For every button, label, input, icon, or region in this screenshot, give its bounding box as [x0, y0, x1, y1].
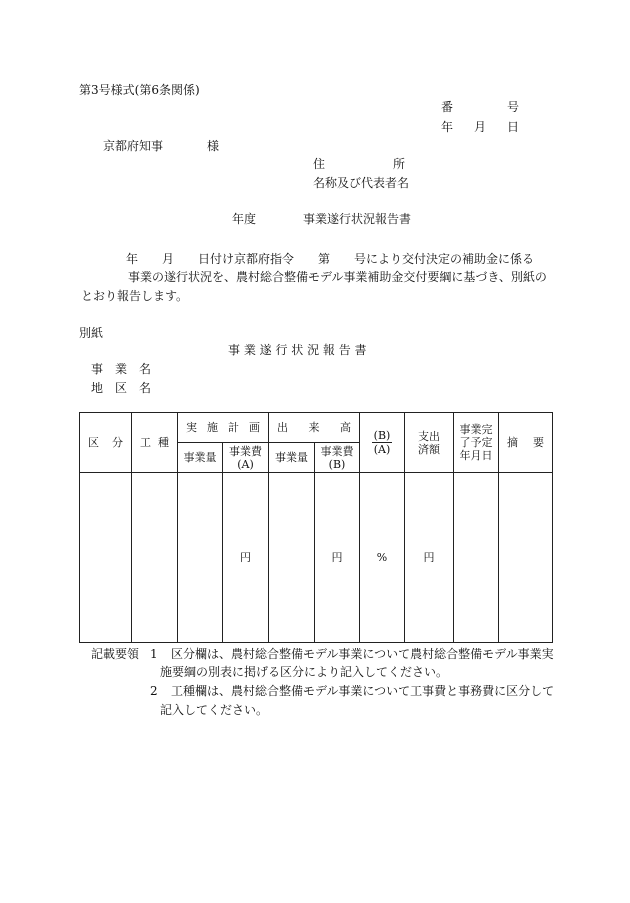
table-row — [80, 473, 553, 643]
instruction-2-line-1: 工種欄は、農村総合整備モデル事業について工事費と事務費に区分して — [171, 684, 555, 698]
header-plan-cost: 事業費 (A) — [223, 443, 269, 473]
body-line-3: とおり報告します。 — [81, 289, 189, 303]
cell-remarks — [499, 473, 553, 643]
district-name-label: 地 区 名 — [91, 381, 152, 395]
report-title: 事業遂行状況報告書 — [303, 212, 412, 226]
addressee-honorific: 様 — [207, 139, 220, 153]
fiscal-year-label: 年度 — [232, 212, 257, 226]
cell-completion-date — [454, 473, 499, 643]
date-month: 月 — [473, 120, 486, 134]
header-paid: 支出 済額 — [405, 413, 454, 473]
header-ratio: $\frac{(B)}{(A)}$ — [360, 413, 405, 473]
cell-ratio: % — [360, 473, 405, 643]
instructions-label: 記載要領 — [91, 647, 140, 661]
date-day: 日 — [506, 120, 519, 134]
number-label-right: 号 — [506, 100, 519, 114]
cell-category — [80, 473, 132, 643]
header-result-quantity: 事業量 — [269, 443, 315, 473]
body-line-2: 事業の遂行状況を、農村総合整備モデル事業補助金交付要綱に基づき、別紙の — [128, 270, 547, 284]
header-result-group: 出 来 高 — [269, 413, 360, 443]
cell-result-cost: 円 — [315, 473, 360, 643]
instruction-2-number: 2 — [150, 684, 158, 698]
instruction-2-line-2: 記入してください。 — [160, 703, 269, 717]
header-completion-date: 事業完 了予定 年月日 — [454, 413, 499, 473]
project-name-label: 事 業 名 — [91, 362, 152, 376]
header-work-type: 工 種 — [132, 413, 178, 473]
header-remarks: 摘 要 — [499, 413, 553, 473]
applicant-address — [313, 157, 405, 171]
body-line-1: 年 月 日付け京都府指令 第 号により交付決定の補助金に係る — [126, 252, 535, 266]
header-plan-group: 実 施 計 画 — [178, 413, 269, 443]
document-number — [441, 100, 519, 114]
cell-plan-quantity — [178, 473, 223, 643]
report-table — [79, 412, 553, 643]
form-number: 第3号様式(第6条関係) — [79, 83, 200, 97]
attachment-title: 事 業 遂 行 状 況 報 告 書 — [228, 343, 367, 357]
instruction-1-number: 1 — [150, 647, 158, 661]
attachment-label: 別紙 — [79, 326, 104, 340]
number-label-left: 番 — [441, 100, 454, 114]
cell-plan-cost: 円 — [223, 473, 269, 643]
cell-paid: 円 — [405, 473, 454, 643]
instruction-1-line-2: 施要綱の別表に掲げる区分により記入してください。 — [160, 665, 449, 679]
instruction-1-line-1: 区分欄は、農村総合整備モデル事業について農村総合整備モデル事業実 — [171, 647, 554, 661]
document-date — [441, 120, 519, 134]
header-category: 区 分 — [80, 413, 132, 473]
date-year: 年 — [441, 120, 454, 134]
header-plan-quantity: 事業量 — [178, 443, 223, 473]
cell-result-quantity — [269, 473, 315, 643]
header-result-cost: 事業費 (B) — [315, 443, 360, 473]
addressee: 京都府知事 — [103, 139, 164, 153]
address-label-left: 住 — [313, 157, 326, 171]
applicant-name-label: 名称及び代表者名 — [313, 176, 410, 190]
address-label-right: 所 — [392, 157, 405, 171]
cell-work-type — [132, 473, 178, 643]
